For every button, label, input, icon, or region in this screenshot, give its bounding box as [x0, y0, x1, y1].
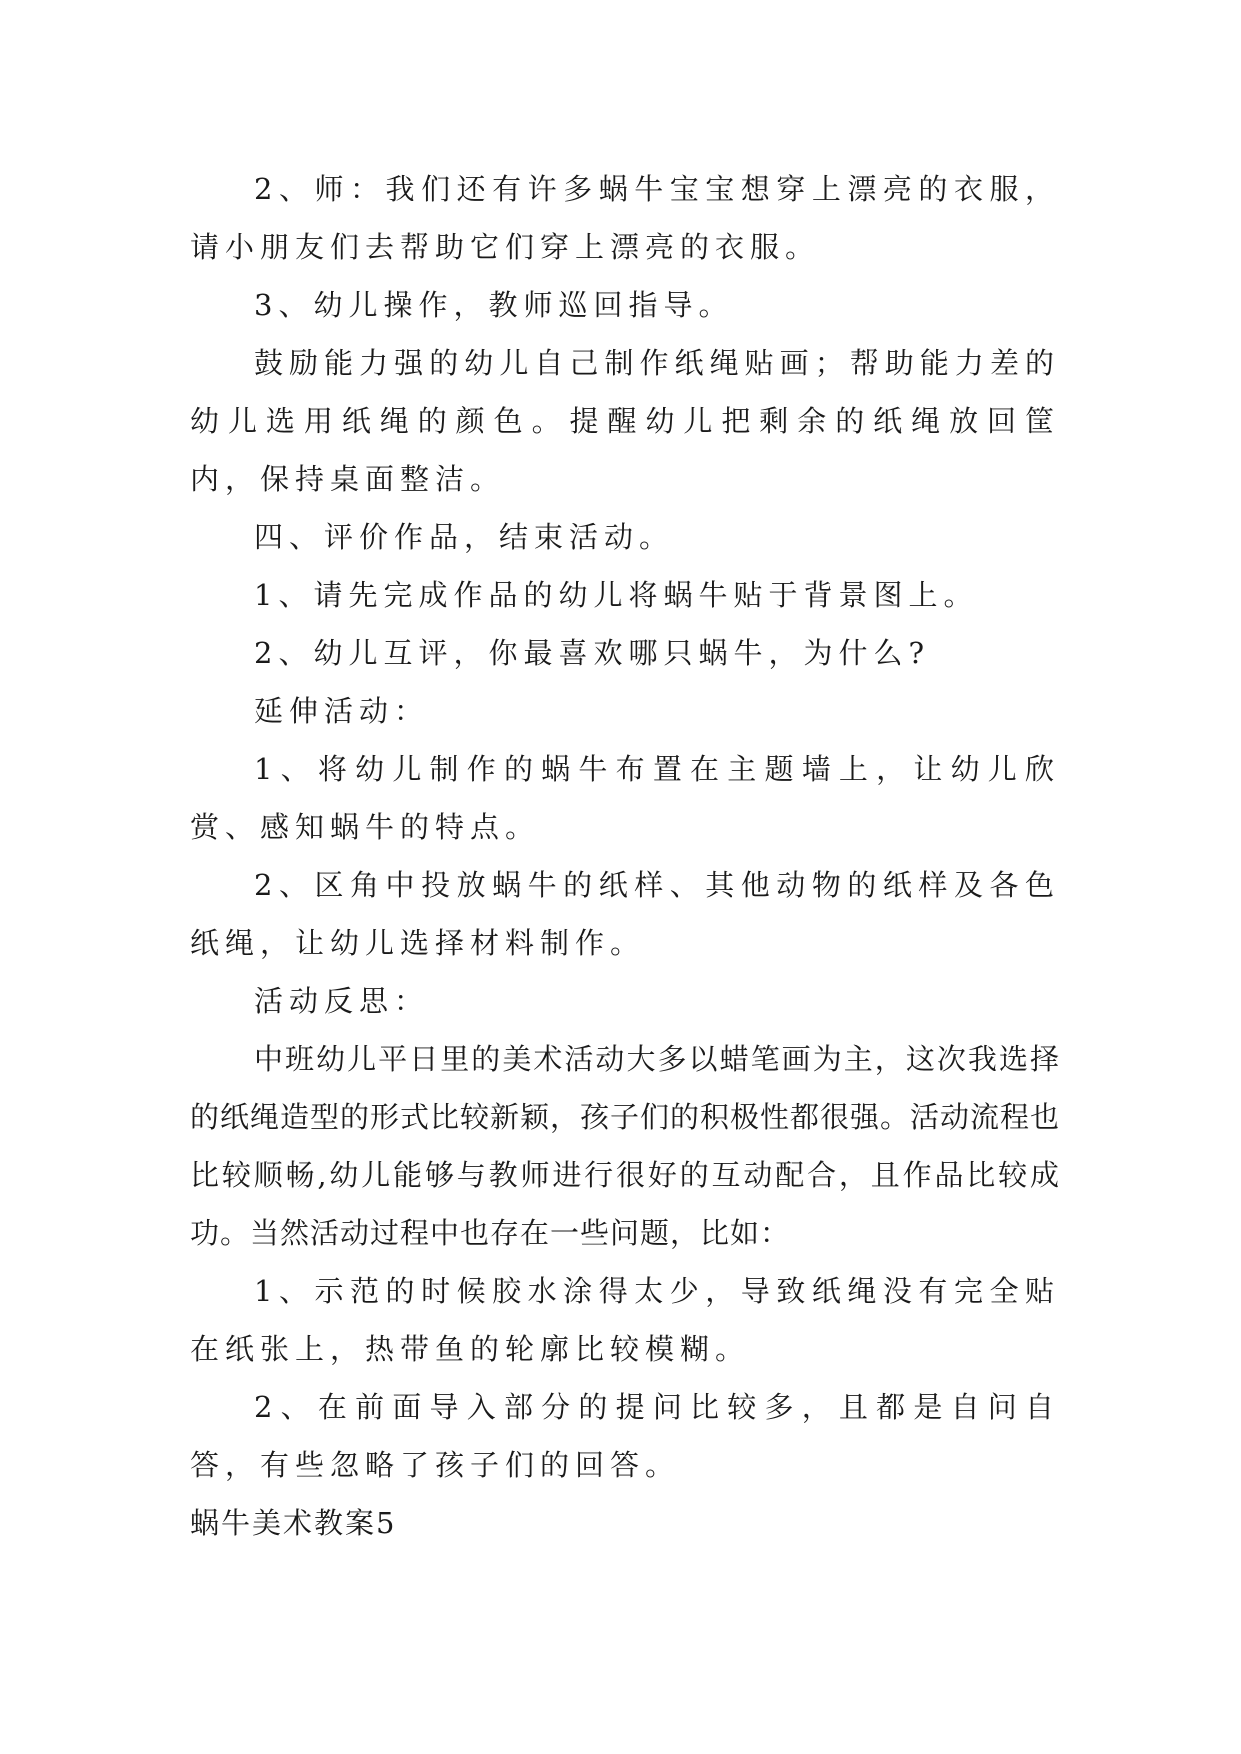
paragraph-encourage: 鼓励能力强的幼儿自己制作纸绳贴画；帮助能力差的幼儿选用纸绳的颜色。提醒幼儿把剩余的纸绳放回筐内，保持桌面整洁。 — [190, 346, 1060, 496]
paragraph-reflection-body: 中班幼儿平日里的美术活动大多以蜡笔画为主，这次我选择的纸绳造型的形式比较新颖，孩子们的积极性都很强。活动流程也比较顺畅,幼儿能够与教师进行很好的互动配合，且作品比较成功。当然活动过程中也存在一些问题，比如： — [190, 1042, 1061, 1250]
document-body — [190, 160, 1060, 1552]
paragraph-child-operation: 3、幼儿操作，教师巡回指导。 — [254, 288, 734, 322]
paragraph-reflection-2: 2、在前面导入部分的提问比较多，且都是自问自答，有些忽略了孩子们的回答。 — [190, 1390, 1060, 1482]
paragraph-teacher-prompt: 2、师：我们还有许多蜗牛宝宝想穿上漂亮的衣服，请小朋友们去帮助它们穿上漂亮的衣服。 — [190, 172, 1060, 264]
section-heading: 蜗牛美术教案5 — [190, 1506, 397, 1540]
paragraph-evaluate-2: 2、幼儿互评，你最喜欢哪只蜗牛，为什么? — [254, 636, 930, 670]
paragraph-reflection-1: 1、示范的时候胶水涂得太少，导致纸绳没有完全贴在纸张上，热带鱼的轮廓比较模糊。 — [190, 1274, 1060, 1366]
paragraph-evaluate-1: 1、请先完成作品的幼儿将蜗牛贴于背景图上。 — [254, 578, 979, 612]
paragraph-extension-2: 2、区角中投放蜗牛的纸样、其他动物的纸样及各色纸绳，让幼儿选择材料制作。 — [190, 868, 1060, 960]
paragraph-extension-heading: 延伸活动： — [254, 694, 430, 728]
paragraph-reflection-heading: 活动反思： — [254, 984, 430, 1018]
paragraph-extension-1: 1、将幼儿制作的蜗牛布置在主题墙上，让幼儿欣赏、感知蜗牛的特点。 — [190, 752, 1060, 844]
paragraph-evaluate-heading: 四、评价作品，结束活动。 — [254, 520, 675, 554]
